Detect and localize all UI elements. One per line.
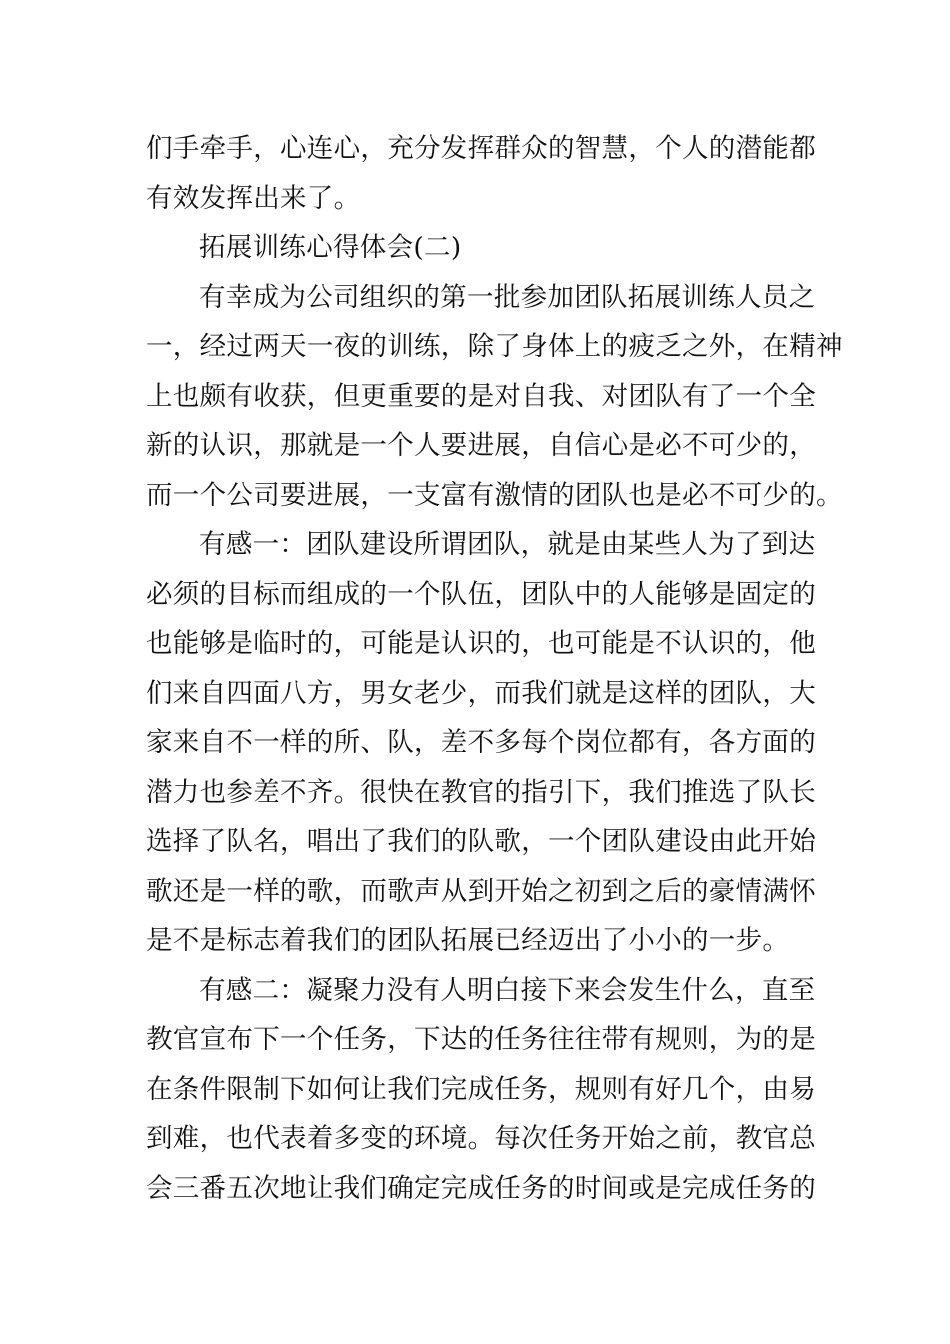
text-line: 在条件限制下如何让我们完成任务，规则有好几个，由易	[146, 1073, 816, 1105]
text-line: 是不是标志着我们的团队拓展已经迈出了小小的一步。	[146, 925, 790, 956]
text-line: 到难，也代表着多变的环境。每次任务开始之前，教官总	[146, 1123, 816, 1154]
text-line: 教官宣布下一个任务，下达的任务往往带有规则，为的是	[146, 1024, 816, 1055]
section-heading	[146, 223, 808, 273]
text-line: 们手牵手，心连心，充分发挥群众的智慧，个人的潜能都	[146, 133, 816, 164]
text-line: 一，经过两天一夜的训练，除了身体上的疲乏之外，在精神	[146, 331, 843, 362]
text-line: 选择了队名，唱出了我们的队歌，一个团队建设由此开始	[146, 826, 816, 857]
paragraph-intro	[146, 273, 843, 521]
document-body	[146, 124, 843, 1213]
text-line: 有感一：团队建设所谓团队，就是由某些人为了到达	[199, 529, 816, 560]
text-line: 歌还是一样的歌，而歌声从到开始之初到之后的豪情满怀	[146, 875, 816, 907]
text-line: 会三番五次地让我们确定完成任务的时间或是完成任务的	[146, 1172, 816, 1204]
paragraph-continuation	[146, 124, 816, 223]
text-line: 有感二：凝聚力没有人明白接下来会发生什么，直至	[199, 974, 816, 1006]
text-line: 也能够是临时的，可能是认识的，也可能是不认识的，他	[146, 628, 816, 659]
text-line: 有效发挥出来了。	[146, 182, 361, 214]
text-line: 有幸成为公司组织的第一批参加团队拓展训练人员之	[199, 281, 816, 313]
paragraph-insight-one	[146, 520, 816, 966]
text-line: 而一个公司要进展，一支富有激情的团队也是必不可少的。	[146, 479, 843, 511]
text-line: 必须的目标而组成的一个队伍，团队中的人能够是固定的	[146, 578, 816, 610]
text-line: 家来自不一样的所、队，差不多每个岗位都有，各方面的	[146, 727, 816, 758]
text-line: 新的认识，那就是一个人要进展，自信心是必不可少的，	[146, 430, 816, 461]
text-line: 上也颇有收获，但更重要的是对自我、对团队有了一个全	[146, 380, 816, 412]
heading-text: 拓展训练心得体会(二)	[199, 232, 462, 263]
text-line: 潜力也参差不齐。很快在教官的指引下，我们推选了队长	[146, 776, 816, 808]
paragraph-insight-two	[146, 966, 816, 1214]
text-line: 们来自四面八方，男女老少，而我们就是这样的团队，大	[146, 677, 816, 709]
